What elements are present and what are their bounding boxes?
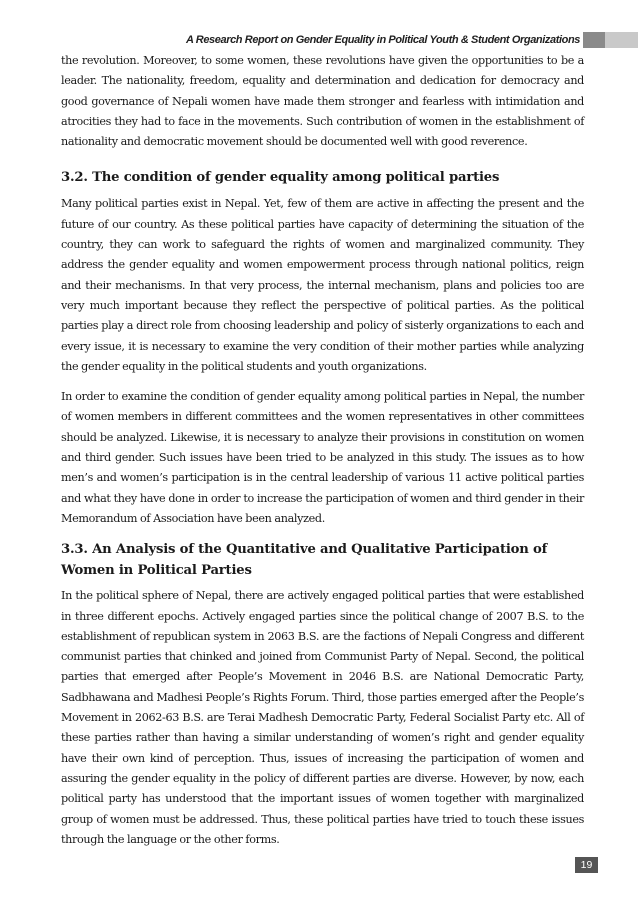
section-3-2-paragraph-2: In order to examine the condition of gender equality among political parties in Nepal, the number of women members in different committees and the women representatives in other committees should be analyzed. Likewise, it is necessary to analyze their provisions in constitution on women and third gender. Such issues have been tried to be analyzed in this study. The issues as to how men’s and women’s participation is in the central leadership of various 11 active political parties and what they have done in order to increase the participation of women and third gender in their Memorandum of Association have been analyzed.: [61, 390, 584, 525]
intro-paragraph: the revolution. Moreover, to some women, these revolutions have given the opportunities to be a leader. The nationality, freedom, equality and determination and dedication for democracy and good governance of Nepali women have made them stronger and fearless with intimidation and atrocities they had to face in the movements. Such contribution of women in the establishment of nationality and democratic movement should be documented well with good reverence.: [61, 54, 584, 149]
running-header: [0, 32, 638, 50]
header-decor-bar-light: [605, 32, 638, 48]
section-3-2-paragraph-1: Many political parties exist in Nepal. Yet, few of them are active in affecting the present and the future of our country. As these political parties have capacity of determining the situation of the country, they can work to safeguard the rights of women and marginalized community. They address the gender equality and women empowerment process through national politics, reign and their mechanisms. In that very process, the internal mechanism, plans and policies too are very much important because they reflect the perspective of political parties. As the political parties play a direct role from choosing leadership and policy of sisterly organizations to each and every issue, it is necessary to examine the very condition of their mother parties while analyzing the gender equality in the political students and youth organizations.: [61, 197, 584, 373]
section-3-3-heading: 3.3. An Analysis of the Quantitative and Qualitative Participation of Women in Political Parties: [61, 542, 548, 579]
header-decor-bar-dark: [583, 32, 605, 48]
page-number: 19: [575, 857, 598, 873]
section-3-3-paragraph-1: In the political sphere of Nepal, there are actively engaged political parties that were established in three different epochs. Actively engaged parties since the political change of 2007 B.S. to the establishment of republican system in 2063 B.S. are the factions of Nepali Congress and different communist parties that chinked and joined from Communist Party of Nepal. Second, the political parties that emerged after People’s Movement in 2046 B.S. are National Democratic Party, Sadbhawana and Madhesi People’s Rights Forum. Third, those parties emerged after the People’s Movement in 2062-63 B.S. are Terai Madhesh Democratic Party, Federal Socialist Party etc. All of these parties rather than having a similar understanding of women’s right and gender equality have their own kind of perception. Thus, issues of increasing the participation of women and assuring the gender equality in the policy of different parties are diverse. However, by now, each political party has understood that the important issues of women together with marginalized group of women must be addressed. Thus, these political parties have tried to touch these issues through the language or the other forms.: [61, 589, 584, 846]
header-title: A Research Report on Gender Equality in Political Youth & Student Organizations: [186, 34, 580, 46]
section-3-2-heading: 3.2. The condition of gender equality among political parties: [61, 170, 500, 186]
page-body: [61, 51, 584, 850]
